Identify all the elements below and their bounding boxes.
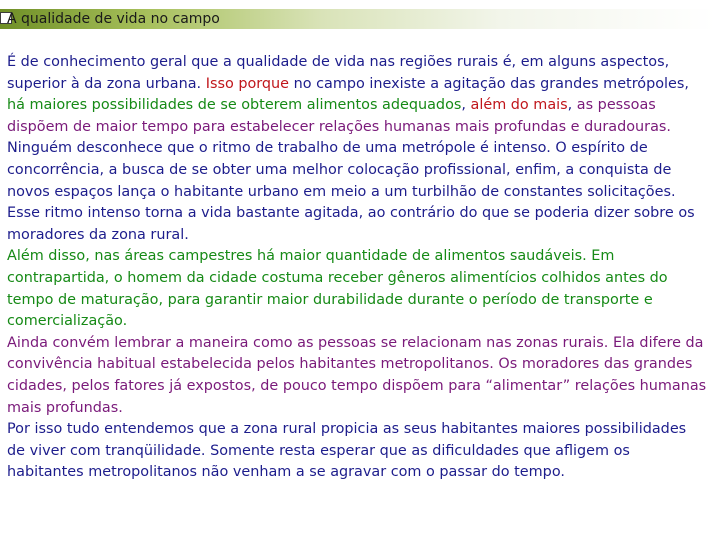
argument-relacoes: as pessoas dispõem de maior tempo para estabelecer relações humanas mais profundas e duradouras.: [7, 97, 671, 135]
essay-text: [7, 52, 707, 484]
paragraph-conclusao: Por isso tudo entendemos que a zona rural propicia as seus habitantes maiores possibilidades de viver com tranqüilidade. Somente resta esperar que as dificuldades que afligem os habitantes metropolitanos não venham a se agravar com o passar do tempo.: [7, 421, 687, 481]
paragraph-alimentos: Além disso, nas áreas campestres há maior quantidade de alimentos saudáveis. Em contrapartida, o homem da cidade costuma receber gêneros alimentícios colhidos antes do tempo de maturação, para garantir maior durabilidade durante o período de transporte e comercialização.: [7, 248, 668, 330]
slide-title: A qualidade de vida no campo: [7, 11, 220, 27]
argument-alimentos: há maiores possibilidades de se obterem alimentos adequados: [7, 97, 462, 114]
connective-alem-do-mais: além do mais: [470, 97, 568, 114]
intro-thesis: É de conhecimento geral que a qualidade de vida nas regiões rurais é, em alguns aspectos, superior à da zona urbana.: [7, 54, 670, 92]
paragraph-ritmo: Ninguém desconhece que o ritmo de trabalho de uma metrópole é intenso. O espírito de concorrência, a busca de se obter uma melhor colocação profissional, enfim, a conquista de novos espaços lança o habitante urbano em meio a um turbilhão de constantes solicitações. Esse ritmo intenso torna a vida bastante agitada, ao contrário do que se poderia dizer sobre os moradores da zona rural.: [7, 140, 695, 243]
argument-agitacao: no campo inexiste a agitação das grandes metrópoles,: [293, 75, 689, 92]
paragraph-relacoes: Ainda convém lembrar a maneira como as pessoas se relacionam nas zonas rurais. Ela difere da convivência habitual estabelecida pelos habitantes metropolitanos. Os moradores das grandes cidades, pelos fatores já expostos, de pouco tempo dispõem para “alimentar” relações humanas mais profundas.: [7, 334, 707, 416]
paragraph-introduction: [7, 52, 707, 138]
connective-isso-porque: Isso porque: [205, 75, 290, 92]
punctuation: ,: [461, 97, 466, 114]
punctuation: ,: [567, 97, 573, 114]
